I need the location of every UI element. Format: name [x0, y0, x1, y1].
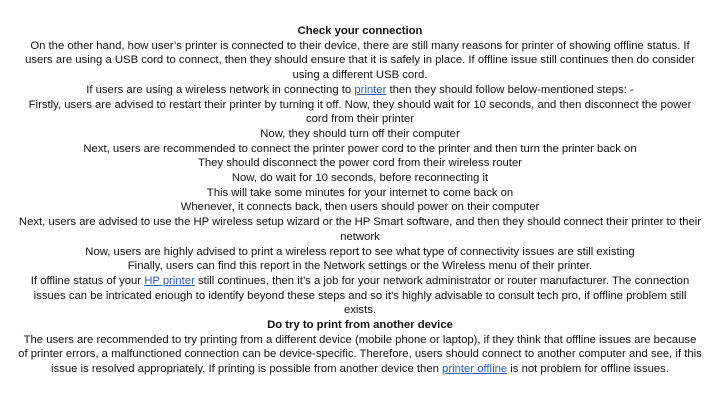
- step-line: Next, users are advised to use the HP wireless setup wizard or the HP Smart software, and then they should connect their printer to their network: [18, 216, 702, 243]
- step-line: Now, users are highly advised to print a wireless report to see what type of connectivity issues are still existing: [85, 245, 635, 258]
- step-line: Now, they should turn off their computer: [260, 127, 460, 140]
- paragraph-another-device: [18, 333, 702, 377]
- step-line: Firstly, users are advised to restart their printer by turning it off. Now, they should wait for 10 seconds, and then disconnect the power cord from their printer: [28, 98, 692, 126]
- paragraph-network-admin: [18, 274, 702, 318]
- text-span: is not problem for offline issues.: [507, 363, 669, 376]
- step-line: This will take some minutes for your internet to come back on: [206, 186, 514, 199]
- step-line: Whenever, it connects back, then users should power on their computer: [180, 201, 540, 214]
- step-line: Next, users are recommended to connect the printer power cord to the printer and then turn the printer back on: [83, 142, 637, 155]
- paragraph-usb-cord: On the other hand, how user’s printer is connected to their device, there are still many reasons for printer of showing offline status. If users are using a USB cord to connect, then they should ensure that it is safely in place. If offline issue still continues then do consider using a different USB cord.: [25, 39, 695, 82]
- text-span: If users are using a wireless network in connecting to: [86, 83, 355, 96]
- text-span: still continues, then it’s a job for your network administrator or router manufacturer. The connection issues can be intricated enough to identify beyond these steps and so it’s highly advisable to consult tech pro, if offline problem still exists.: [33, 274, 690, 317]
- hp-printer-link[interactable]: HP printer: [144, 274, 195, 287]
- step-line: They should disconnect the power cord from their wireless router: [198, 157, 522, 170]
- paragraph-wireless-intro: [18, 83, 702, 98]
- step-line: Now, do wait for 10 seconds, before reconnecting it: [231, 172, 489, 185]
- printer-link[interactable]: printer: [354, 83, 387, 96]
- section-heading-another-device: Do try to print from another device: [267, 319, 453, 332]
- text-span: If offline status of your: [30, 274, 145, 287]
- step-line: Finally, users can find this report in the Network settings or the Wireless menu of their printer.: [127, 260, 593, 273]
- text-span: The users are recommended to try printing from a different device (mobile phone or laptop), if they think that offline issues are because of printer errors, a malfunctioned connection can be device-specific. Therefore, users should connect to another computer and see, if this issue is resolved appropriately. If printing is possible from another device then: [18, 333, 702, 376]
- text-span: then they should follow below-mentioned steps: -: [386, 83, 634, 96]
- section-heading-check-connection: Check your connection: [297, 25, 423, 37]
- printer-offline-link[interactable]: printer offline: [442, 363, 508, 376]
